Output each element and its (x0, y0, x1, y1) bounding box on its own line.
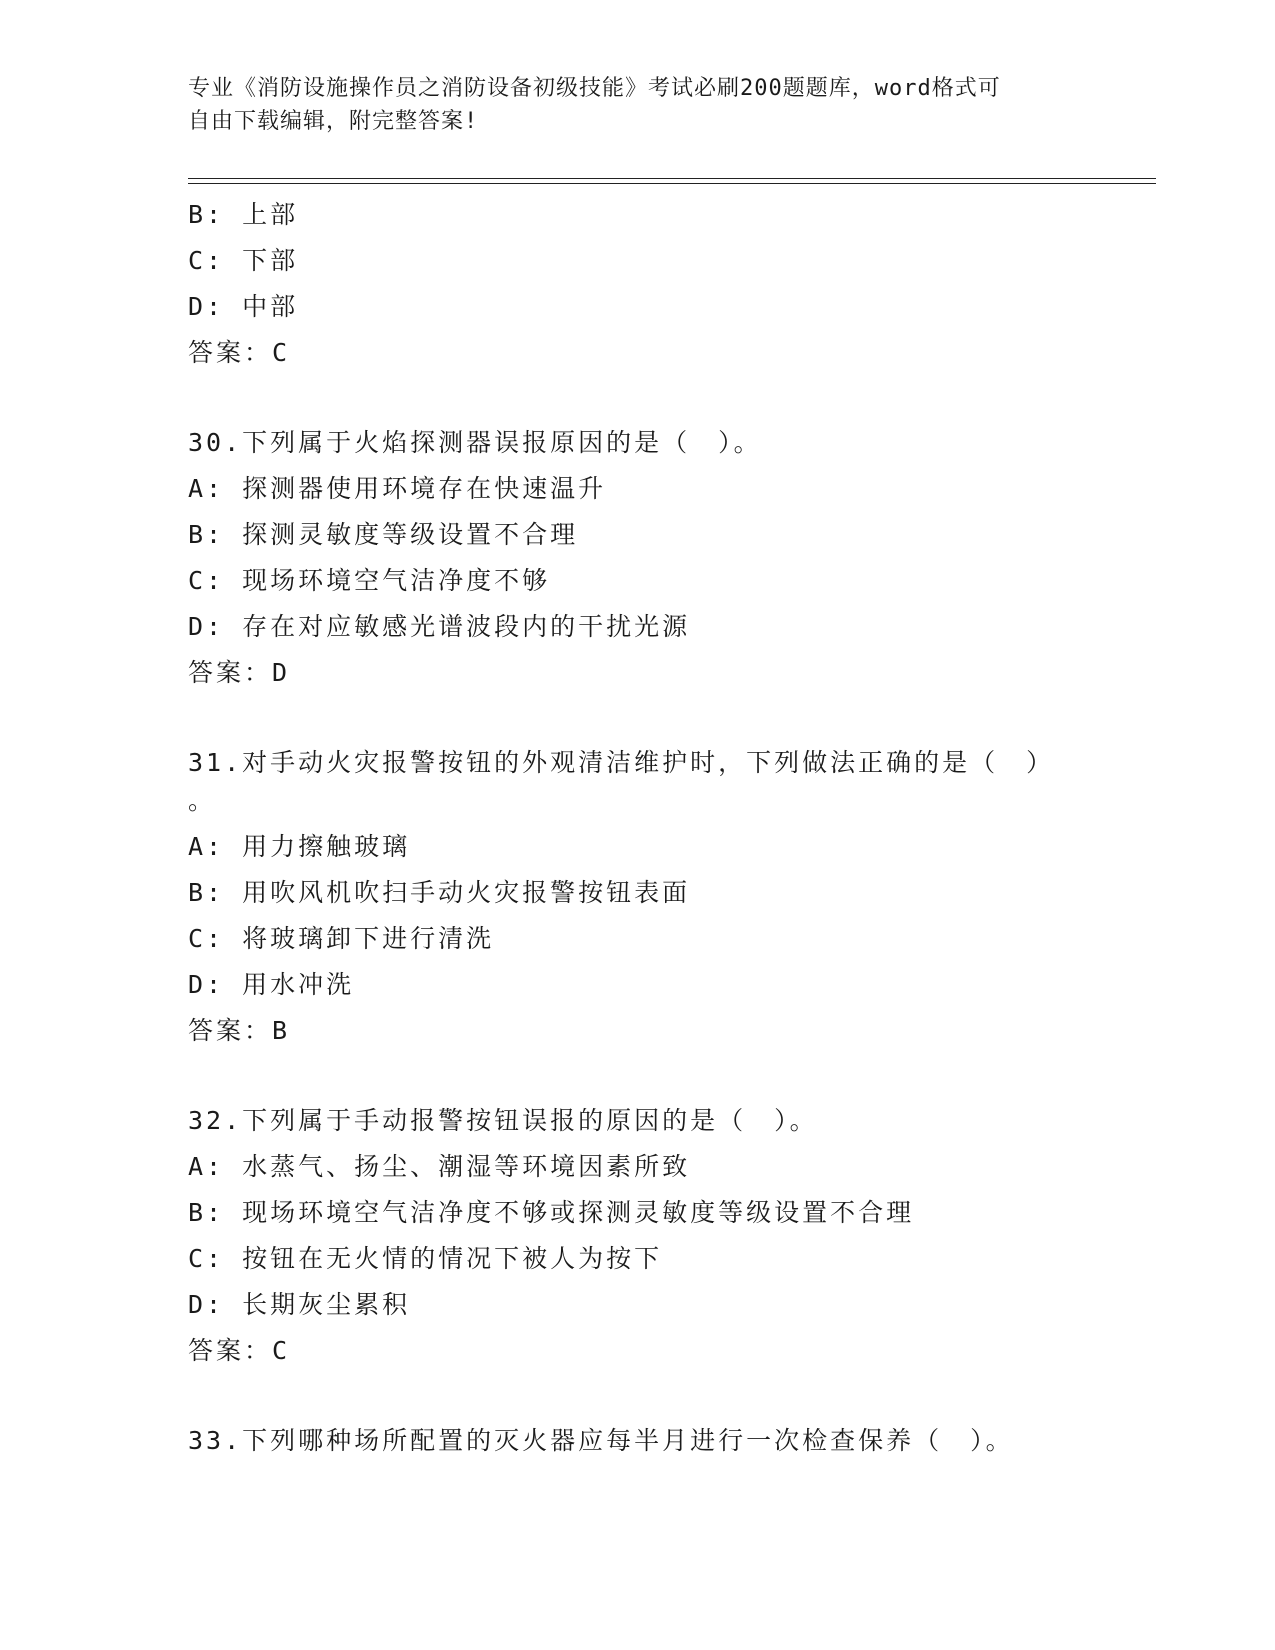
option-b: B: 上部 (188, 200, 299, 229)
document-header (188, 72, 1078, 138)
answer-line: 答案：C (188, 1336, 291, 1365)
question-31 (188, 740, 1156, 1054)
question-32 (188, 1098, 1156, 1374)
question-30 (188, 420, 1156, 696)
option-b: B: 现场环境空气洁净度不够或探测灵敏度等级设置不合理 (188, 1198, 915, 1227)
option-d: D: 中部 (188, 292, 299, 321)
option-b: B: 用吹风机吹扫手动火灾报警按钮表面 (188, 878, 691, 907)
question-33 (188, 1418, 1156, 1464)
answer-line: 答案：C (188, 338, 291, 367)
question-stem-continuation: 。 (188, 786, 217, 815)
question-stem: 30.下列属于火焰探测器误报原因的是（ ）。 (188, 428, 762, 457)
option-c: C: 将玻璃卸下进行清洗 (188, 924, 495, 953)
answer-line: 答案：B (188, 1016, 291, 1045)
option-a: A: 水蒸气、扬尘、潮湿等环境因素所致 (188, 1152, 691, 1181)
option-a: A: 探测器使用环境存在快速温升 (188, 474, 607, 503)
option-d: D: 用水冲洗 (188, 970, 355, 999)
option-a: A: 用力擦触玻璃 (188, 832, 411, 861)
answer-line: 答案：D (188, 658, 291, 687)
option-d: D: 存在对应敏感光谱波段内的干扰光源 (188, 612, 691, 641)
header-line-1: 专业《消防设施操作员之消防设备初级技能》考试必刷200题题库，word格式可 (188, 76, 1001, 101)
question-stem: 31.对手动火灾报警按钮的外观清洁维护时，下列做法正确的是（ ） (188, 748, 1055, 777)
header-line-2: 自由下载编辑，附完整答案! (188, 109, 479, 134)
header-rule-top (188, 178, 1156, 179)
header-rule-bottom (188, 183, 1156, 184)
option-d: D: 长期灰尘累积 (188, 1290, 411, 1319)
question-stem: 33.下列哪种场所配置的灭火器应每半月进行一次检查保养（ ）。 (188, 1426, 1014, 1455)
option-b: B: 探测灵敏度等级设置不合理 (188, 520, 579, 549)
option-c: C: 现场环境空气洁净度不够 (188, 566, 551, 595)
question-29-tail (188, 192, 1156, 376)
option-c: C: 按钮在无火情的情况下被人为按下 (188, 1244, 663, 1273)
question-list (188, 192, 1156, 1464)
option-c: C: 下部 (188, 246, 299, 275)
question-stem: 32.下列属于手动报警按钮误报的原因的是（ ）。 (188, 1106, 818, 1135)
